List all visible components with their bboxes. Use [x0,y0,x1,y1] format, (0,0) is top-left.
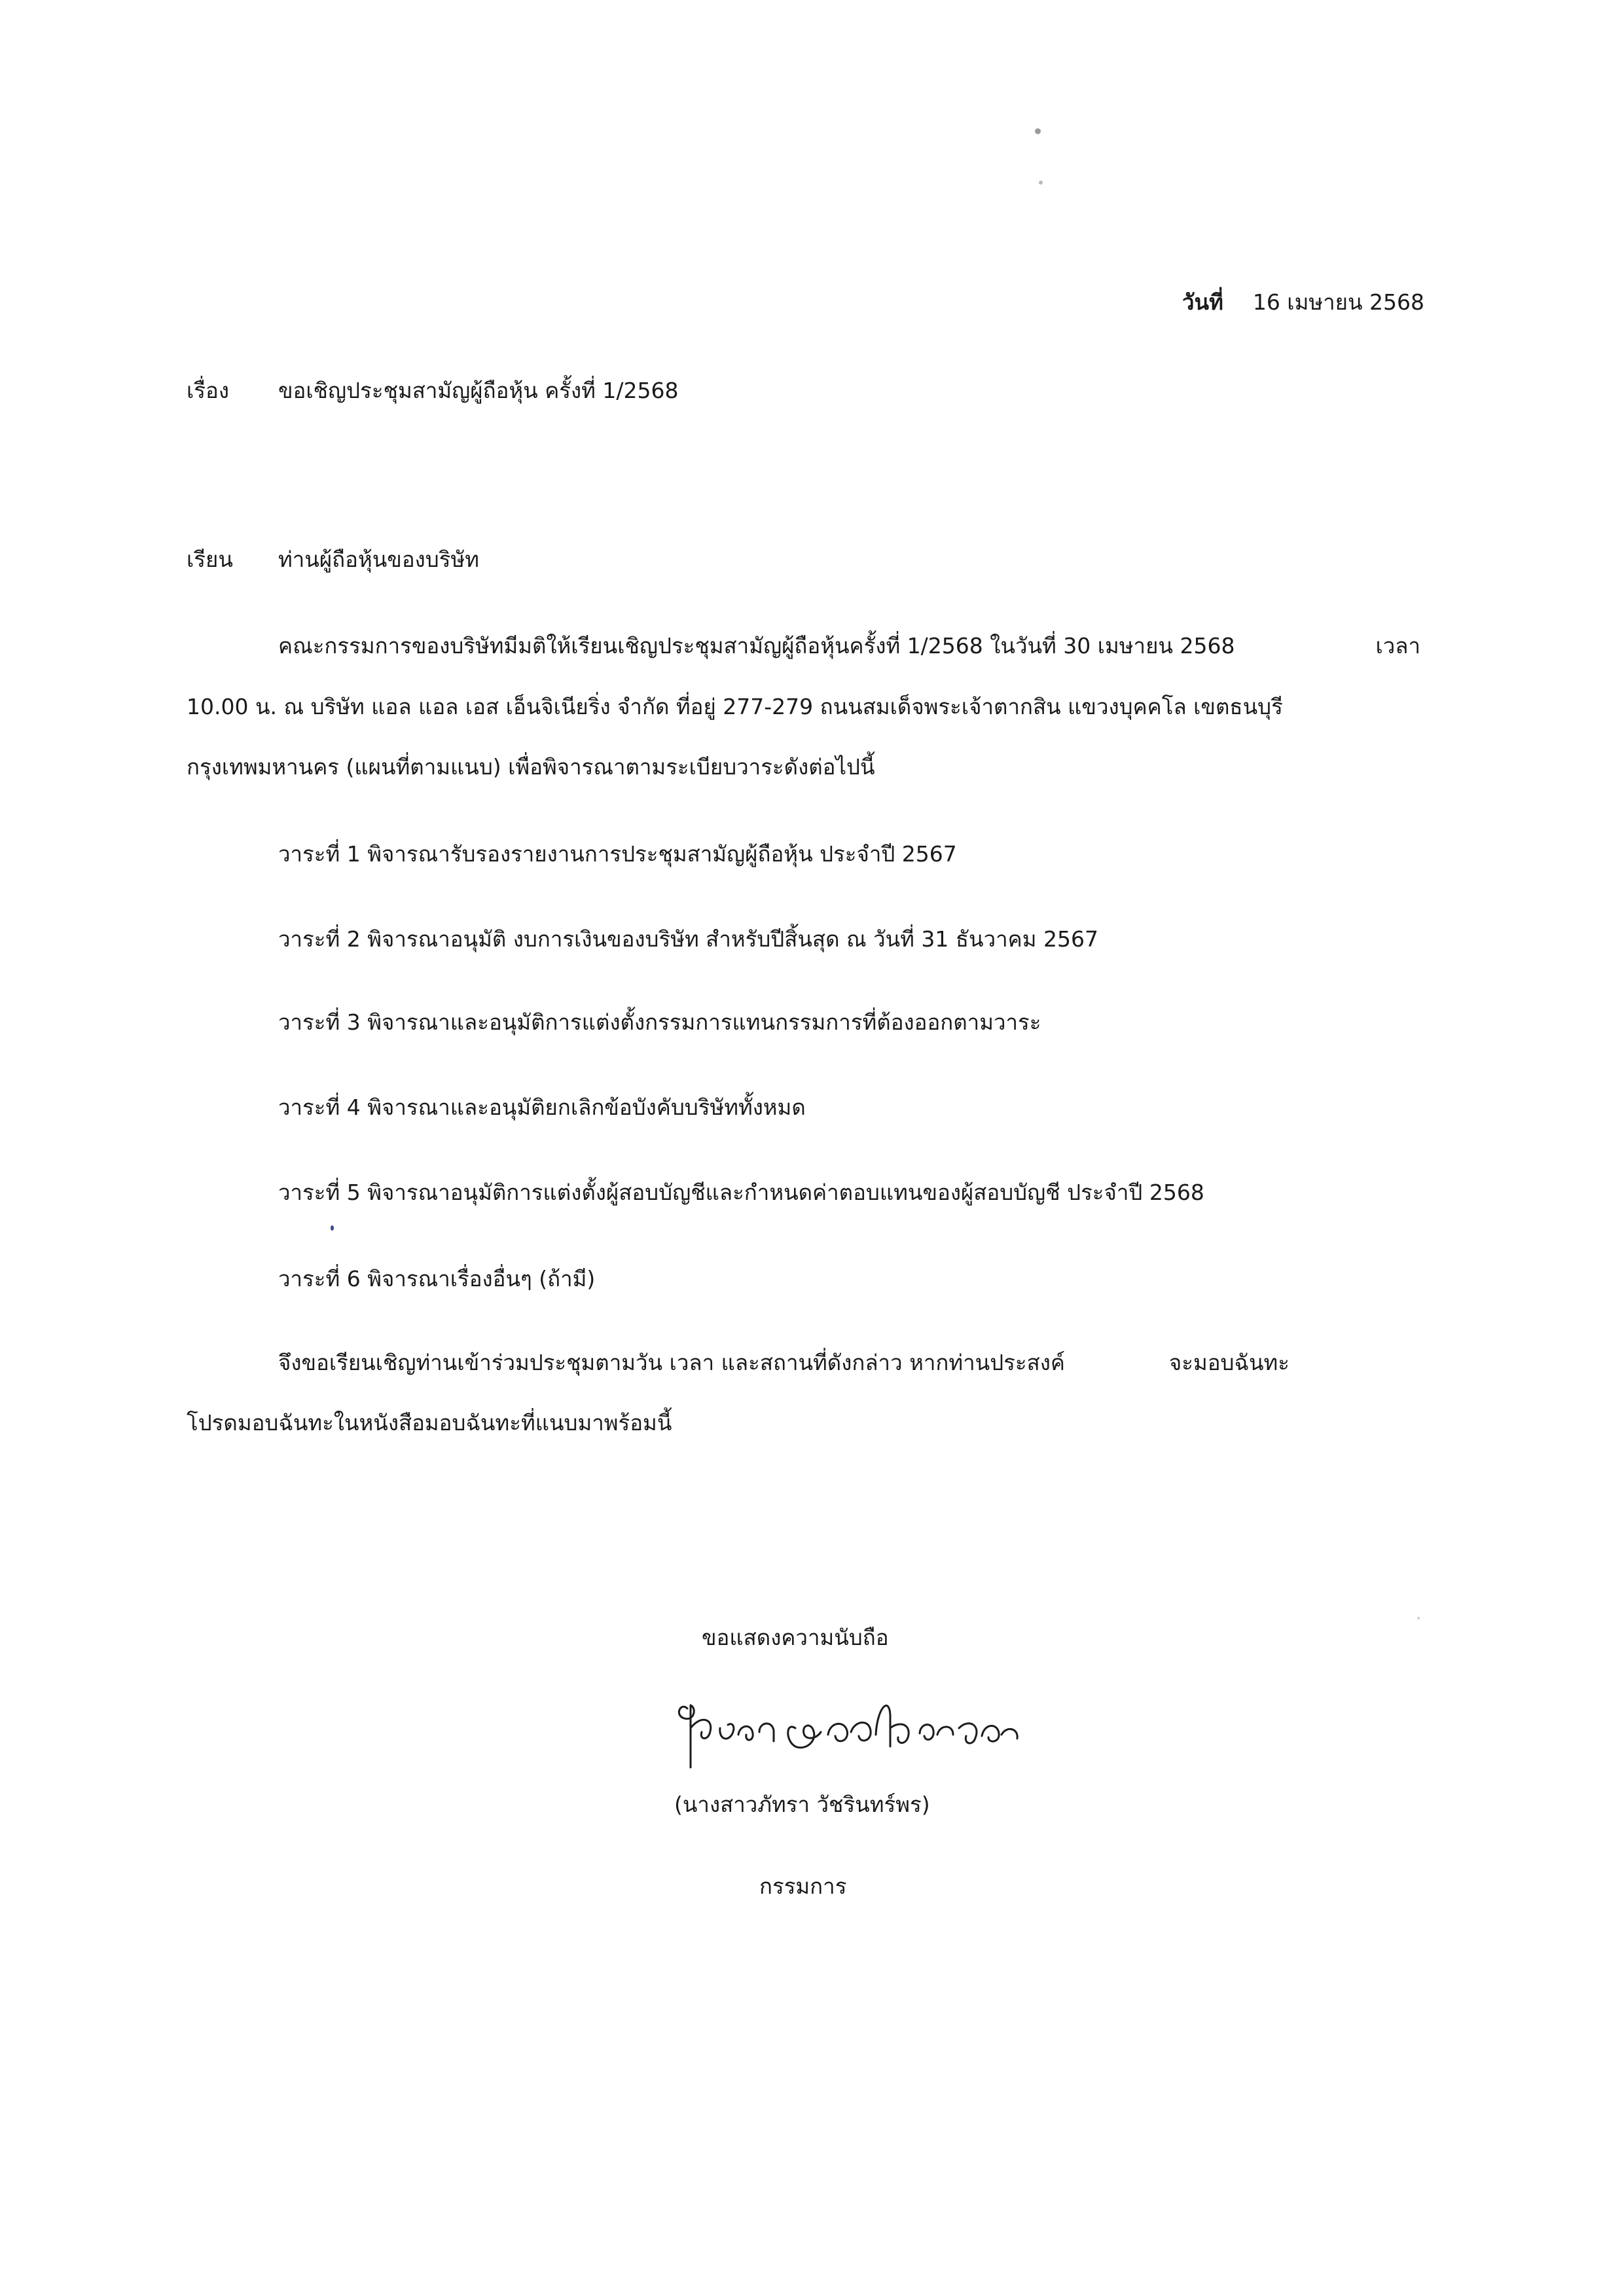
subject-label: เรื่อง [187,378,229,403]
date-label: วันที่ [1182,289,1223,315]
signer-title: กรรมการ [759,1873,847,1899]
invitation-line-1-proxy: จะมอบฉันทะ [1168,1350,1290,1375]
scan-speck [1417,1617,1420,1619]
date-value: 16 เมษายน 2568 [1252,289,1424,315]
intro-line-2: 10.00 น. ณ บริษัท แอล แอล เอส เอ็นจิเนียริ่ง จำกัด ที่อยู่ 277-279 ถนนสมเด็จพระเจ้าตากสิน แขวงบุคคโล เขตธนบุรี [187,694,1283,719]
intro-line-3: กรุงเทพมหานคร (แผนที่ตามแนบ) เพื่อพิจารณาตามระเบียบวาระดังต่อไปนี้ [187,754,875,780]
intro-line-1-time-label: เวลา [1375,633,1420,659]
agenda-item-6: วาระที่ 6 พิจารณาเรื่องอื่นๆ (ถ้ามี) [278,1266,596,1292]
recipient-label: เรียน [187,547,233,572]
subject-text: ขอเชิญประชุมสามัญผู้ถือหุ้น ครั้งที่ 1/2568 [278,378,679,403]
agenda-item-1: วาระที่ 1 พิจารณารับรองรายงานการประชุมสามัญผู้ถือหุ้น ประจำปี 2567 [278,841,957,867]
agenda-item-5: วาระที่ 5 พิจารณาอนุมัติการแต่งตั้งผู้สอบบัญชีและกำหนดค่าตอบแทนของผู้สอบบัญชี ประจำปี 2568 [278,1180,1204,1205]
closing-salutation: ขอแสดงความนับถือ [702,1625,889,1650]
agenda-item-2: วาระที่ 2 พิจารณาอนุมัติ งบการเงินของบริษัท สำหรับปีสิ้นสุด ณ วันที่ 31 ธันวาคม 2567 [278,926,1098,952]
invitation-line-1 [278,1348,1290,1377]
scan-speck [1039,181,1043,185]
intro-line-1 [278,632,1420,660]
scan-speck [1035,128,1041,134]
intro-line-1-text: คณะกรรมการของบริษัทมีมติให้เรียนเชิญประชุมสามัญผู้ถือหุ้นครั้งที่ 1/2568 ในวันที่ 30 เมษายน 2568 [278,633,1235,659]
agenda-item-4: วาระที่ 4 พิจารณาและอนุมัติยกเลิกข้อบังคับบริษัททั้งหมด [278,1094,806,1120]
invitation-line-2: โปรดมอบฉันทะในหนังสือมอบฉันทะที่แนบมาพร้อมนี้ [187,1410,672,1436]
scan-speck [331,1225,334,1231]
invitation-line-1-text: จึงขอเรียนเชิญท่านเข้าร่วมประชุมตามวัน เวลา และสถานที่ดังกล่าว หากท่านประสงค์ [278,1350,1065,1375]
recipient-text: ท่านผู้ถือหุ้นของบริษัท [278,547,479,572]
agenda-item-3: วาระที่ 3 พิจารณาและอนุมัติการแต่งตั้งกรรมการแทนกรรมการที่ต้องออกตามวาระ [278,1009,1041,1035]
document-date [1182,288,1424,317]
handwritten-signature [661,1689,1028,1774]
signer-name: (นางสาวภัทรา วัชรินทร์พร) [674,1792,930,1817]
